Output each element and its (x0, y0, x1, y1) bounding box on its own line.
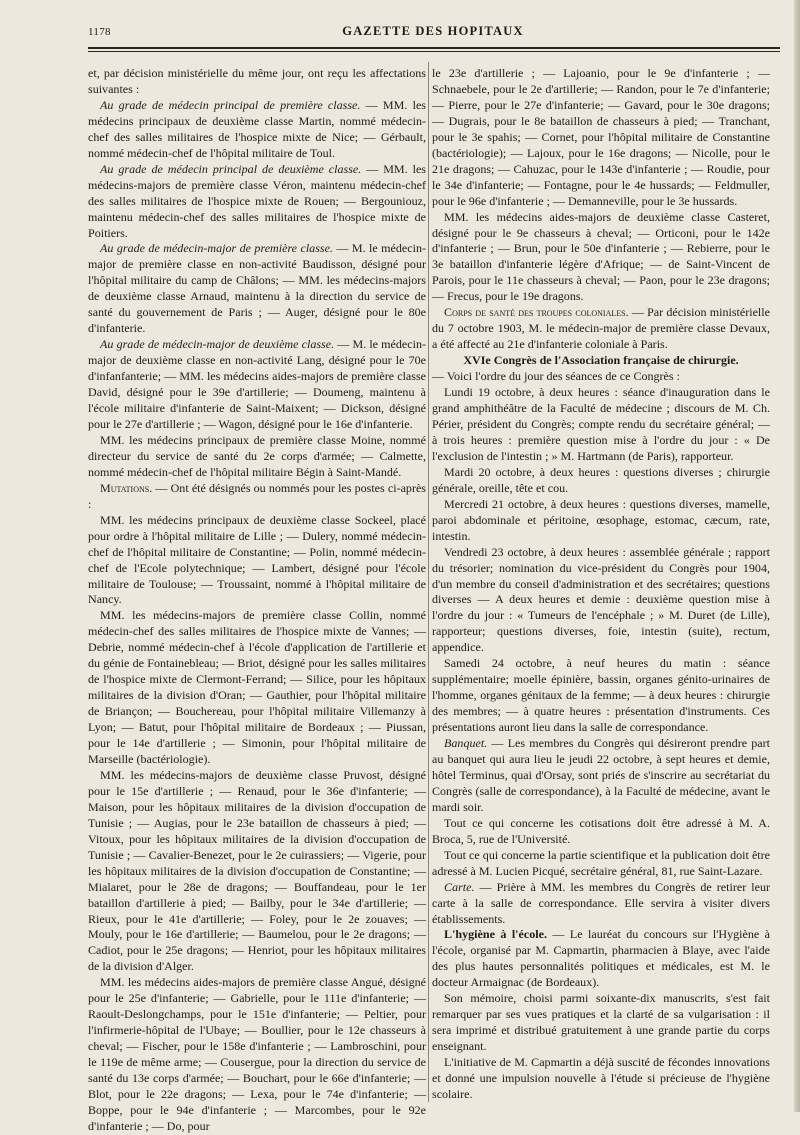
paragraph (88, 162, 426, 242)
left-column (88, 66, 426, 1135)
section-label: Banquet. (444, 736, 488, 751)
section-label: Carte. (444, 879, 475, 894)
paragraph-text: — MM. les médecins principaux de deuxième classe Martin, nommé médecin-chef des salles militaires de l'hospice mixte de Nice; — Gérbault, nommé médecin-chef de l'hôpital militaire de Toul. (88, 97, 426, 160)
paragraph: MM. les médecins aides-majors de deuxième classe Casteret, désigné pour le 9e chasseurs à cheval; — Orticoni, pour le 142e d'infanterie ; — Brun, pour le 50e d'infanterie ; — Rebierre, pour le 3e bataillon d'infanterie légère d'Afrique; — de Saint-Vincent de Parois, pour le 11e chasseurs à cheval; — Paon, pour le 23e dragons; — Frecus, pour le 19e dragons. (432, 209, 770, 304)
section-label: L'hygiène à l'école. (444, 927, 547, 942)
paragraph: MM. les médecins-majors de deuxième classe Pruvost, désigné pour le 15e d'artillerie ; — Renaud, pour le 36e d'infanterie; — Maison, pour les hôpitaux militaires de la division d'occupation de Tunisie ; — Augias, pour le 23e bataillon de chasseurs à pied; — Vitoux, pour les hôpitaux militaires de la division d'occupation de Tunisie ; — Cavalier-Benezet, pour le 2e cuirassiers; — Vigerie, pour les hôpitaux militaires de la division d'occupation de Constantine; — Mialaret, pour le 28e de dragons; — Bouffandeau, pour le 1er bataillon d'artillerie à pied; — Bailby, pour le 34e d'artillerie; — Rieux, pour le 41e d'artillerie; — Foley, pour le 2e zouaves; — Mouly, pour le 16e d'artillerie; — Baumelou, pour le 2e dragons; — Cadiot, pour le 25e dragons; — Henriot, pour les hôpitaux militaires de la division d'Alger. (88, 767, 426, 974)
paragraph-text: — Le lauréat du concours sur l'Hygiène à l'école, organisé par M. Capmartin, pharmacien à Blaye, avec l'aide des plus hautes personnalités politiques et médicales, est M. le docteur Armaignac (de Bordeaux). (432, 927, 770, 990)
paragraph: Son mémoire, choisi parmi soixante-dix manuscrits, s'est fait remarquer par ses vues pratiques et la clarté de sa vulgarisation : il sera imprimé et distribué gratuitement à une grande partie du corps enseignant. (432, 991, 770, 1054)
section-label: Mutations. (100, 480, 153, 495)
paragraph: MM. les médecins principaux de deuxième classe Sockeel, placé pour ordre à l'hôpital militaire de Lille ; — Dulery, nommé médecin-chef de l'hôpital militaire de Constantine; — Polin, nommé médecin-chef de l'Ecole polytechnique; — Lambert, désigné pour l'école militaire de Toulouse; — Troussaint, nommé à l'hôpital militaire de Nancy. (88, 512, 426, 607)
section-label: Au grade de médecin principal de deuxième classe. (100, 161, 362, 176)
paragraph (432, 305, 770, 353)
page-edge-shadow (794, 0, 800, 1112)
paragraph-text: — M. le médecin-major de première classe en non-activité Baudisson, désigné pour l'hôpital militaire du camp de Châlons; — MM. les médecins-majors de deuxième classe Arnaud, maintenu à la direction du service de santé du gouvernement de Paris ; — Auger, désigné pour le 80e d'infanterie. (88, 241, 427, 336)
paragraph: Lundi 19 octobre, à deux heures : séance d'inauguration dans le grand amphithéâtre de la Faculté de médecine ; discours de M. Ch. Périer, président du Congrès; compte rendu du secrétaire général; — à trois heures : première question mise à l'ordre du jour : « De l'exclusion de l'intestin ; » M. Hartmann (de Paris), rapporteur. (432, 385, 770, 463)
paragraph (88, 98, 426, 162)
paragraph-text: — MM. les médecins-majors de première classe Véron, maintenu médecin-chef des salles militaires de l'hospice mixte de Rouen; — Bergouniouz, maintenu médecin-chef des salles militaires de l'hospice mixte de Poitiers. (88, 161, 426, 240)
paragraph-text: — Par décision ministérielle du 7 octobre 1903, M. le médecin-major de première classe Devaux, a été affecté au 21e d'infanterie coloniale à Paris. (432, 305, 770, 352)
paragraph (88, 241, 426, 337)
paragraph: le 23e d'artillerie ; — Lajoanio, pour le 9e d'infanterie ; — Schnaebele, pour le 2e d'artillerie; — Randon, pour le 7e d'infanterie; — Pierre, pour le 27e d'infanterie; — Gavard, pour le 30e dragons; — Dugrais, pour le 8e bataillon de chasseurs à pied; — Tranchant, pour le 3e spahis; — Cornet, pour l'hôpital militaire de Constantine (bactériologie); — Lajoux, pour le 16e dragons; — Nicolle, pour le 21e dragons; — Cahuzac, pour le 143e d'infanterie ; — Roudie, pour le 34e d'infanterie; — Fontagne, pour le 4e hussards; — Feldmuller, pour le 96e d'infanterie ; — Demanneville, pour le 3e hussards. (432, 66, 770, 208)
paragraph: Mercredi 21 octobre, à deux heures : questions diverses, mamelle, paroi abdominale et péritoine, œsophage, estomac, cæcum, rate, intestin. (432, 496, 770, 543)
paragraph: Vendredi 23 octobre, à deux heures : assemblée générale ; rapport du trésorier; nomination du vice-président du Congrès pour 1904, d'un membre du conseil d'administration et des secrétaires; questions diverses — A deux heures et demie : deuxième question mise à l'ordre du jour : « Tumeurs de l'encéphale ; » M. Duret (de Lille), rapporteur; questions diverses, foie, intestin (suite), rectum, appendice. (432, 544, 770, 655)
paragraph (432, 736, 770, 816)
page-number: 1178 (88, 26, 111, 38)
section-label: Au grade de médecin-major de première classe. (100, 241, 333, 256)
paragraph-text: — Ont été désignés ou nommés pour les postes ci-après : (88, 480, 426, 511)
column-divider (428, 62, 429, 1102)
page-header (88, 18, 778, 44)
section-label: Au grade de médecin-major de deuxième classe. (100, 337, 335, 352)
journal-title: GAZETTE DES HOPITAUX (342, 24, 524, 38)
paragraph: et, par décision ministérielle du même jour, ont reçu les affectations suivantes : (88, 66, 426, 96)
right-column (432, 66, 770, 1103)
paragraph: Tout ce qui concerne les cotisations doit être adressé à M. A. Broca, 5, rue de l'Université. (432, 815, 770, 846)
paragraph-text: — Prière à MM. les membres du Congrès de retirer leur carte à la salle de correspondance. Elle servira à visiter divers établissements. (432, 879, 770, 926)
section-label: Au grade de médecin principal de première classe. (100, 97, 361, 112)
section-label: Corps de santé des troupes coloniales. (444, 305, 629, 320)
paragraph-text: — M. le médecin-major de deuxième classe en non-activité Lang, désigné pour le 70e d'infanfanterie; — MM. les médecins aides-majors de première classe David, désigné pour le 39e d'artillerie; — Doumeng, maintenu à l'école militaire d'infanterie de Saint-Maixent; — Dickson, désigné pour le 27e d'artillerie ; — Wagon, désigné pour le 16e d'infanterie. (88, 337, 427, 431)
paragraph: MM. les médecins principaux de première classe Moine, nommé directeur du service de santé du 2e corps d'armée; — Calmette, nommé médecin-chef de l'hôpital militaire Bégin à Saint-Mandé. (88, 432, 426, 479)
section-heading: XVIe Congrès de l'Association française de chirurgie. (463, 353, 739, 368)
paragraph: MM. les médecins aides-majors de première classe Angué, désigné pour le 25e d'infanterie; — Gabrielle, pour le 111e d'infanterie; — Raoult-Deslongchamps, pour le 151e d'infanterie; — Peltier, pour l'infirmerie-hôpital de l'Ubaye; — Boullier, pour le 12e chasseurs à cheval; — Fischer, pour le 158e d'infanterie ; — Lambroschini, pour le 119e de même arme; — Cousergue, pour la direction du service de santé du 13e corps d'armée; — Bouchart, pour le 66e d'infanterie; — Blot, pour le 22e dragons; — Lexa, pour le 74e d'infanterie; — Boppe, pour le 94e d'infanterie ; — Marcombes, pour le 92e d'infanterie ; — Do, pour (88, 975, 426, 1133)
paragraph: L'initiative de M. Capmartin a déjà suscité de fécondes innovations et donné une impulsion nouvelle à l'étude si précieuse de l'hygiène scolaire. (432, 1055, 770, 1101)
paragraph: MM. les médecins-majors de première classe Collin, nommé médecin-chef des salles militaires de l'hospice mixte de Vannes; — Debrie, nommé médecin-chef à l'école d'application de l'artillerie et du génie de Fontainebleau; — Briot, désigné pour les salles militaires de l'hospice mixte de Clermont-Ferrand; — Silice, pour les hôpitaux militaires de la division d'Oran; — Gauthier, pour l'hôpital militaire de Briançon; — Bouchereau, pour l'hôpital militaire Villemanzy à Lyon; — Batut, pour l'hôpital militaire de Bordeaux ; — Piussan, pour le 14e d'artillerie ; — Simonin, pour l'hôpital militaire de Marseille (bactériologie). (88, 608, 426, 766)
paragraph: Samedi 24 octobre, à neuf heures du matin : séance supplémentaire; moelle épinière, bassin, organes génito-urinaires de l'homme, organes génitaux de la femme; — à deux heures : chirurgie des membres; — à quatre heures : présentation d'instruments. Ces présentations auront lieu dans la salle de correspondance. (432, 656, 770, 735)
paragraph (432, 927, 770, 991)
header-rule (88, 47, 780, 52)
paragraph-text: — Les membres du Congrès qui désireront prendre part au banquet qui aura lieu le jeudi 22 octobre, à sept heures et demie, hôtel Terminus, quai d'Orsay, sont priés de s'inscrire au secrétariat du Congrès (salle de correspondance), à la Faculté de médecine, avant le mardi soir. (432, 736, 770, 814)
paragraph (88, 481, 426, 513)
paragraph (88, 337, 426, 433)
paragraph: — Voici l'ordre du jour des séances de ce Congrès : (432, 369, 680, 384)
paragraph (432, 880, 770, 928)
paragraph: Tout ce qui concerne la partie scientifique et la publication doit être adressé à M. Lucien Picqué, secrétaire général, 81, rue Saint-Lazare. (432, 847, 770, 878)
paragraph: Mardi 20 octobre, à deux heures : questions diverses ; chirurgie générale, oreille, tête et cou. (432, 464, 770, 495)
